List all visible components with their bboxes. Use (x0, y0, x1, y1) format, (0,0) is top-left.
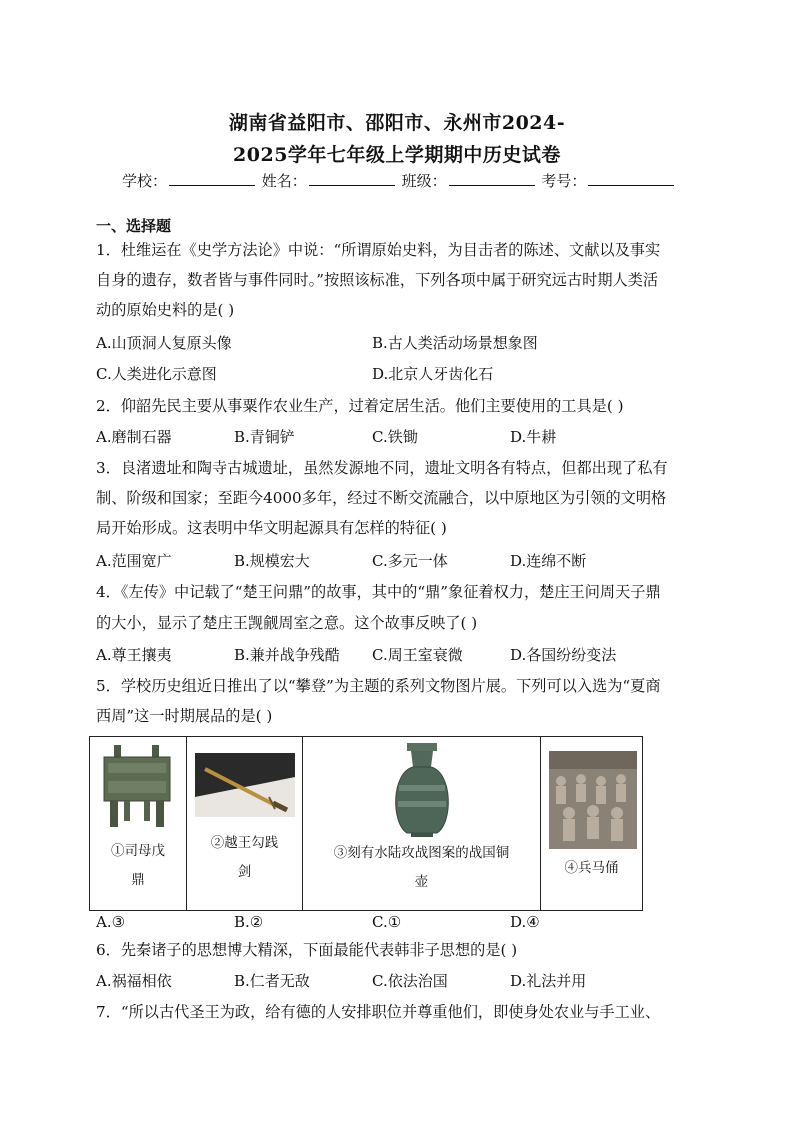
class-blank[interactable] (449, 171, 535, 186)
q6-option-a[interactable]: A.祸福相依 (96, 972, 172, 990)
q3-option-d[interactable]: D.连绵不断 (510, 552, 587, 570)
q3-line: 局开始形成。这表明中华文明起源具有怎样的特征( ) (96, 519, 447, 537)
q5-option-c[interactable]: C.① (372, 913, 402, 931)
q3-option-b[interactable]: B.规模宏大 (234, 552, 310, 570)
class-label: 班级： (401, 172, 447, 190)
q4-option-c[interactable]: C.周王室衰微 (372, 646, 463, 664)
exam-no-blank[interactable] (588, 171, 674, 186)
artifact-caption-4: ④兵马俑 (564, 860, 619, 876)
artifact-table (89, 736, 643, 911)
q2-option-d[interactable]: D.牛耕 (510, 428, 557, 446)
artifact-caption-1-cont: 鼎 (131, 872, 145, 888)
school-label: 学校： (122, 172, 168, 190)
q1-option-b[interactable]: B.古人类活动场景想象图 (372, 334, 538, 352)
q2-option-a[interactable]: A.磨制石器 (96, 428, 172, 446)
q4-option-a[interactable]: A.尊王攘夷 (96, 646, 172, 664)
q5-line: 西周”这一时期展品的是( ) (96, 707, 273, 725)
artifact-caption-3-cont: 壶 (414, 874, 429, 890)
artifact-cell-4 (541, 737, 643, 911)
q7-line: 7．“所以古代圣王为政，给有德的人安排职位并尊重他们，即使身处农业与手工业、 (96, 1003, 661, 1021)
q1-option-c[interactable]: C.人类进化示意图 (96, 365, 217, 383)
q6-option-d[interactable]: D.礼法并用 (510, 972, 587, 990)
student-info-row (122, 170, 676, 191)
artifact-cell-1 (90, 737, 187, 911)
q3-option-a[interactable]: A.范围宽广 (96, 552, 172, 570)
q5-option-b[interactable]: B.② (234, 913, 264, 931)
terracotta-army-image (541, 737, 642, 849)
q3-line: 3．良渚遗址和陶寺古城遗址，虽然发源地不同，遗址文明各有特点，但都出现了私有 (96, 459, 668, 477)
q1-option-a[interactable]: A.山顶洞人复原头像 (96, 334, 232, 352)
q5-line: 5．学校历史组近日推出了以“攀登”为主题的系列文物图片展。下列可以入选为“夏商 (96, 677, 661, 695)
artifact-caption-2: ②越王勾践 (210, 835, 279, 851)
q2-option-c[interactable]: C.铁锄 (372, 428, 418, 446)
artifact-caption-3: ③刻有水陆攻战图案的战国铜 (333, 845, 510, 861)
q5-option-a[interactable]: A.③ (96, 913, 126, 931)
q3-option-c[interactable]: C.多元一体 (372, 552, 448, 570)
name-label: 姓名： (261, 172, 307, 190)
ding-cauldron-image (90, 737, 186, 837)
q2-line: 2．仰韶先民主要从事粟作农业生产，过着定居生活。他们主要使用的工具是( ) (96, 397, 624, 415)
bronze-hu-vessel-image (303, 737, 540, 837)
q2-option-b[interactable]: B.青铜铲 (234, 428, 295, 446)
q5-option-d[interactable]: D.④ (510, 913, 540, 931)
exam-title-line1: 湖南省益阳市、邵阳市、永州市2024- (228, 112, 566, 134)
q6-line: 6．先秦诸子的思想博大精深，下面最能代表韩非子思想的是( ) (96, 941, 518, 959)
exam-title-line2: 2025学年七年级上学期期中历史试卷 (233, 144, 561, 166)
artifact-caption-1: ①司母戊 (111, 843, 165, 859)
q3-line: 制、阶级和国家；至距今4000多年，经过不断交流融合，以中原地区为引领的文明格 (96, 489, 667, 507)
q1-line: 1．杜维运在《史学方法论》中说：“所谓原始史料，为目击者的陈述、文献以及事实 (96, 241, 661, 259)
q1-line: 自身的遗存，数者皆与事件同时。”按照该标准，下列各项中属于研究远古时期人类活 (96, 271, 659, 289)
q4-option-b[interactable]: B.兼并战争残酷 (234, 646, 340, 664)
school-blank[interactable] (169, 171, 255, 186)
q6-option-c[interactable]: C.依法治国 (372, 972, 448, 990)
q1-option-d[interactable]: D.北京人牙齿化石 (372, 365, 494, 383)
q1-line: 动的原始史料的是( ) (96, 301, 235, 319)
artifact-caption-2-cont: 剑 (237, 864, 252, 880)
artifact-cell-3 (303, 737, 541, 911)
q4-option-d[interactable]: D.各国纷纷变法 (510, 646, 617, 664)
section-heading: 一、选择题 (96, 217, 172, 235)
artifact-cell-2 (187, 737, 303, 911)
q4-line: 的大小，显示了楚庄王觊觎周室之意。这个故事反映了( ) (96, 614, 478, 632)
name-blank[interactable] (309, 171, 395, 186)
bronze-sword-image (187, 737, 302, 829)
q4-line: 4．《左传》中记载了“楚王问鼎”的故事，其中的“鼎”象征着权力，楚庄王问周天子鼎 (96, 583, 661, 601)
exam-no-label: 考号： (541, 172, 587, 190)
q6-option-b[interactable]: B.仁者无敌 (234, 972, 310, 990)
